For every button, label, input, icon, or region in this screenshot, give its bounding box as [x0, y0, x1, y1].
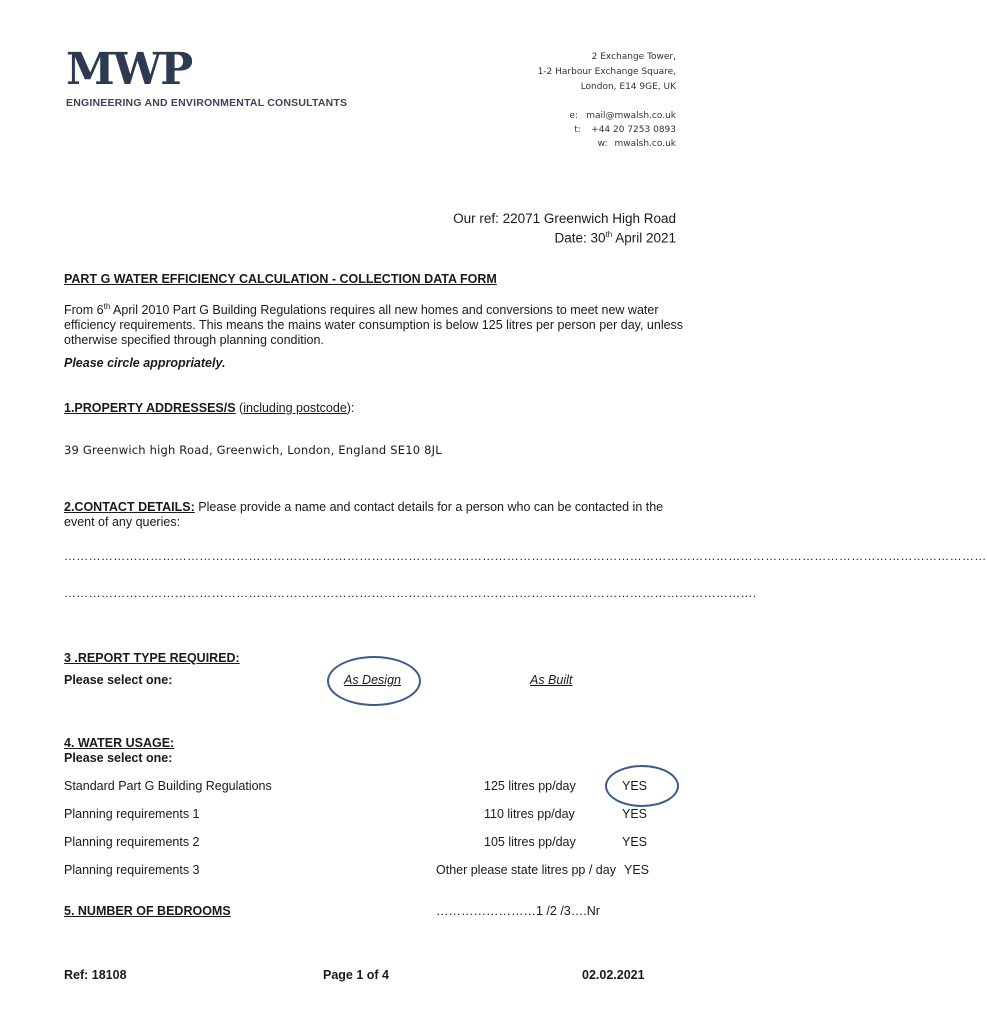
- report-type-prompt: Please select one:: [64, 673, 173, 687]
- water-usage-prompt: Please select one:: [64, 751, 173, 765]
- usage-yes-option[interactable]: YES: [624, 863, 650, 877]
- reference-block: [453, 211, 676, 247]
- usage-value: Other please state litres pp / day: [436, 863, 616, 877]
- contact-web: w: mwalsh.co.uk: [597, 139, 676, 149]
- usage-value: 110 litres pp/day: [484, 807, 575, 821]
- our-ref: Our ref: 22071 Greenwich High Road: [453, 211, 676, 226]
- address-line: London, E14 9GE, UK: [580, 82, 676, 92]
- address-line: 2 Exchange Tower,: [591, 52, 676, 62]
- form-title: PART G WATER EFFICIENCY CALCULATION - COLLECTION DATA FORM: [64, 272, 497, 286]
- address-line: 1-2 Harbour Exchange Square,: [537, 67, 676, 77]
- section-3-heading: 3 .REPORT TYPE REQUIRED:: [64, 651, 240, 665]
- document-date: Date: 30th April 2021: [554, 230, 676, 246]
- contact-email: e: mail@mwalsh.co.uk: [569, 111, 676, 121]
- contact-line-1[interactable]: ………………………………………………………………………………………………………………………………………………………………………………………………………: [64, 549, 987, 563]
- section-2-heading: 2.CONTACT DETAILS: Please provide a name and contact details for a person who can be contacted in the event of any queries:: [64, 500, 664, 529]
- usage-label: Planning requirements 1: [64, 807, 200, 821]
- intro-paragraph: From 6th April 2010 Part G Building Regulations requires all new homes and conversions to meet new water efficiency requirements. This means the mains water consumption is below 125 litres per person per day, unless otherwise specified through planning condition.: [64, 302, 684, 348]
- footer-ref: Ref: 18108: [64, 968, 127, 982]
- usage-label: Planning requirements 3: [64, 863, 200, 877]
- footer-date: 02.02.2021: [582, 968, 645, 982]
- usage-yes-option[interactable]: YES: [622, 835, 648, 849]
- usage-value: 125 litres pp/day: [484, 779, 576, 793]
- company-address: [538, 50, 676, 95]
- section-4-heading: 4. WATER USAGE:: [64, 736, 175, 750]
- bedrooms-value[interactable]: ……………………1 /2 /3….Nr: [436, 904, 600, 918]
- footer-page-number: Page 1 of 4: [323, 968, 389, 982]
- option-as-design[interactable]: As Design: [344, 673, 401, 687]
- contact-line-2[interactable]: …………………………………………………………………………………………………………………………………………………….: [64, 586, 757, 600]
- property-address-value[interactable]: 39 Greenwich high Road, Greenwich, London, England SE10 8JL: [64, 443, 442, 457]
- company-logo: MWP: [66, 44, 192, 95]
- usage-yes-option[interactable]: YES: [622, 807, 648, 821]
- contact-phone: t: +44 20 7253 0893: [574, 125, 676, 135]
- section-1-heading: 1.PROPERTY ADDRESSES/S (including postcode):: [64, 401, 355, 415]
- company-contact: [569, 109, 676, 151]
- usage-label: Planning requirements 2: [64, 835, 200, 849]
- usage-yes-option[interactable]: YES: [622, 779, 648, 793]
- option-as-built[interactable]: As Built: [530, 673, 573, 687]
- company-tagline: ENGINEERING AND ENVIRONMENTAL CONSULTANTS: [66, 97, 348, 109]
- usage-value: 105 litres pp/day: [484, 835, 576, 849]
- section-5-heading: 5. NUMBER OF BEDROOMS: [64, 904, 231, 918]
- usage-label: Standard Part G Building Regulations: [64, 779, 272, 793]
- instruction-text: Please circle appropriately.: [64, 356, 226, 370]
